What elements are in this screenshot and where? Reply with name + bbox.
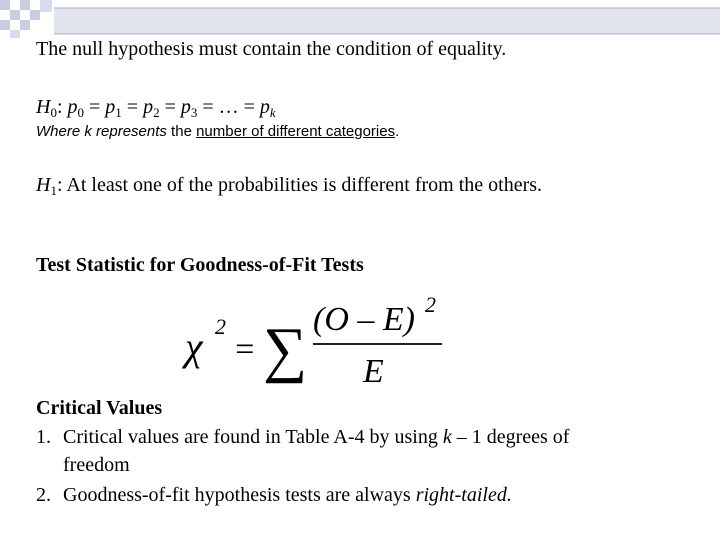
h0-equation: $H_0$: $p_0 = p_1 = p_2 = p_3$ = … = $p_k$ xyxy=(36,96,276,120)
h0-label: H xyxy=(36,96,51,118)
numerator-exponent: 2 xyxy=(425,292,436,317)
denominator: E xyxy=(363,353,384,388)
number-of-categories-underlined: number of different categories xyxy=(196,123,396,140)
chi-symbol: χ xyxy=(185,324,203,369)
critical-values-heading: Critical Values xyxy=(36,397,163,419)
critical-values-item-1-text: Critical values are found in Table A-4 by using k – 1 degrees of xyxy=(63,426,570,448)
critical-values-item-2-text: Goodness-of-fit hypothesis tests are always right-tailed. xyxy=(63,484,512,506)
h1-statement: $H_1$: At least one of the probabilities is different from the others. xyxy=(36,174,543,198)
critical-values-item-1: 1. xyxy=(36,426,51,448)
chi-exponent: 2 xyxy=(215,314,226,339)
chi-square-formula xyxy=(175,288,455,388)
checker-decoration xyxy=(0,0,720,40)
where-k-line: Where k represents the number of different categories. xyxy=(36,123,400,140)
critical-values-item-1-continuation: freedom xyxy=(63,454,130,476)
sigma-symbol: ∑ xyxy=(263,316,308,384)
equals-sign: = xyxy=(233,331,256,368)
critical-values-item-2: 2. xyxy=(36,484,51,506)
numerator: (O – E) xyxy=(313,301,415,338)
null-hypothesis-statement: The null hypothesis must contain the condition of equality. xyxy=(36,38,507,60)
test-statistic-heading: Test Statistic for Goodness-of-Fit Tests xyxy=(36,254,364,276)
